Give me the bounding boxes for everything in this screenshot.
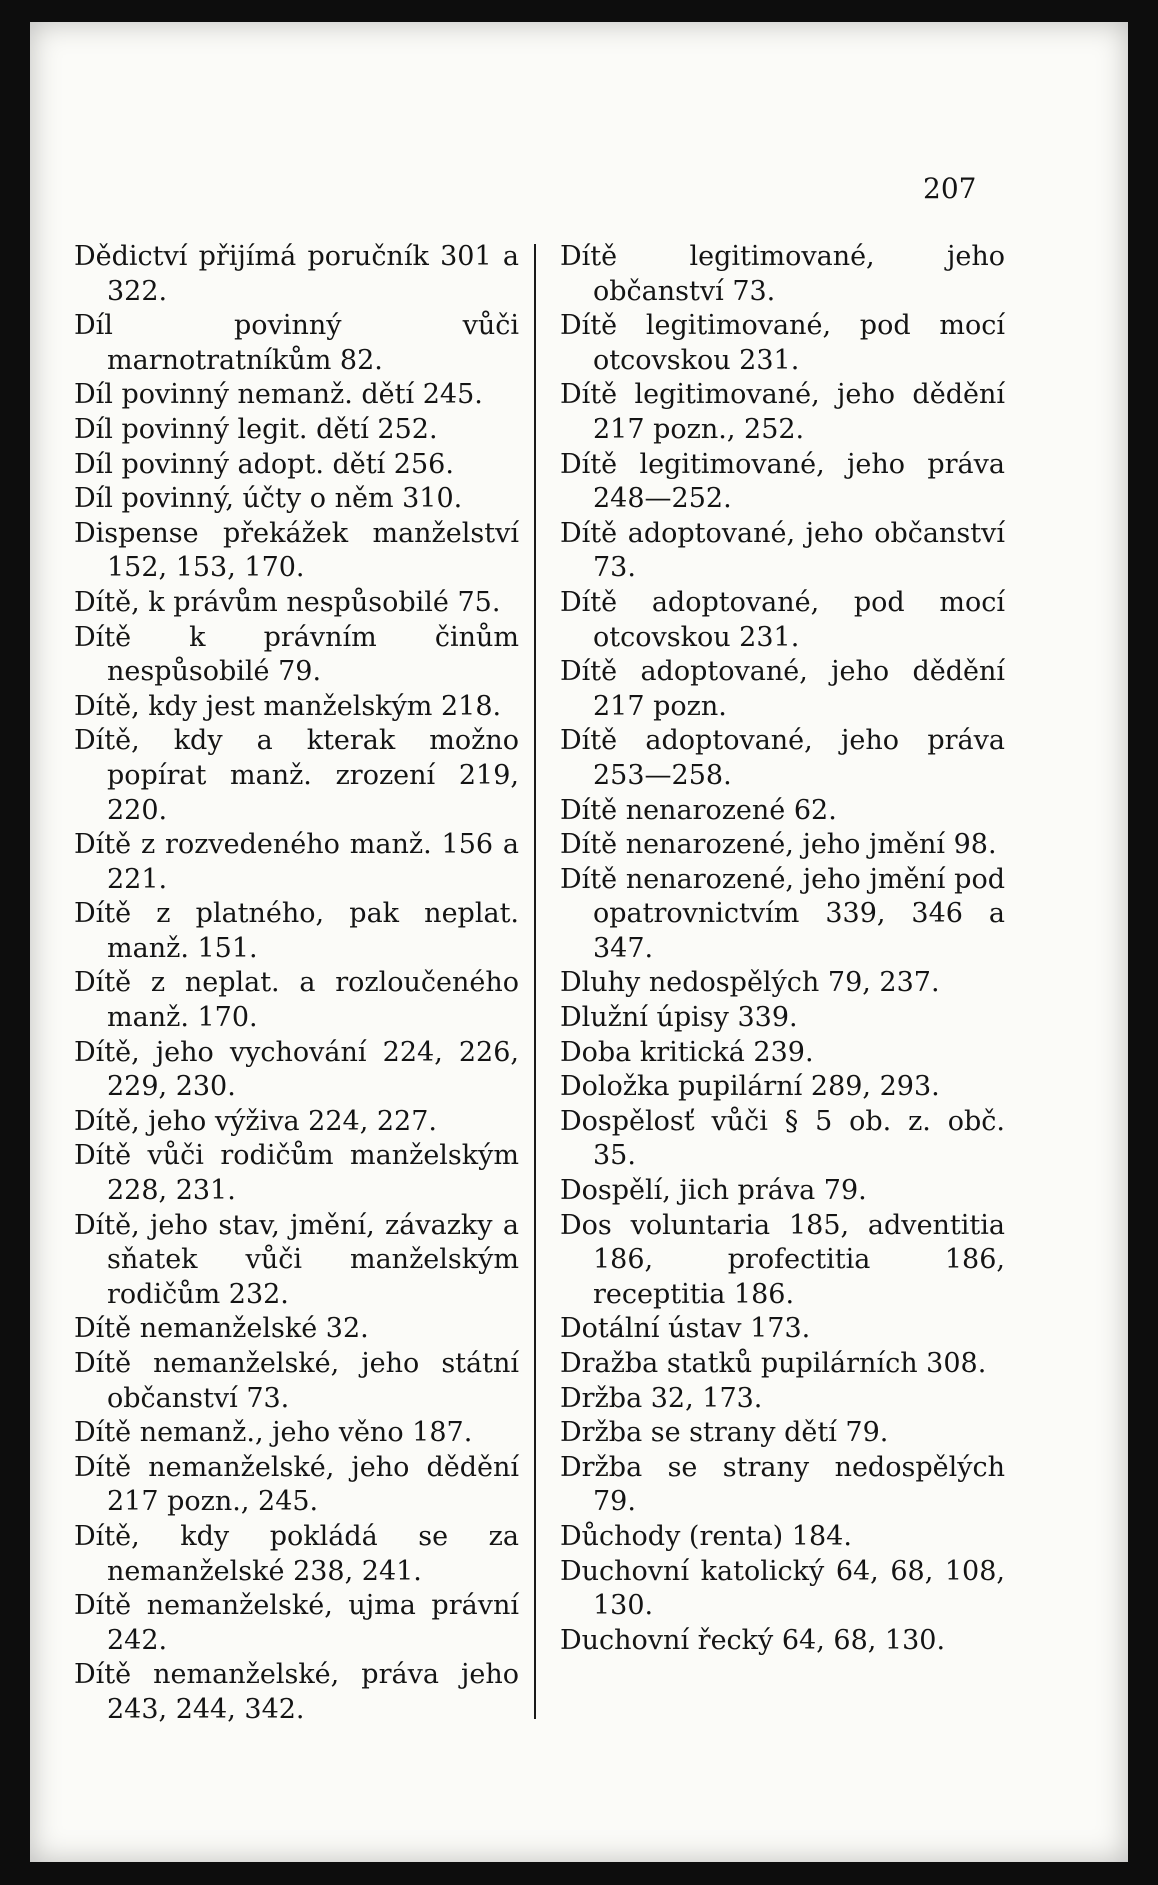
index-entry: Doba kritická 239.	[560, 1036, 814, 1068]
index-entry: Dítě nenarozené 62.	[560, 794, 837, 826]
index-entry: Dítě z neplat. a rozloučeného manž. 170.	[74, 967, 519, 1034]
index-entry: Dítě legitimované, jeho občanství 73.	[560, 241, 1005, 307]
index-entry: Dítě k právním činům nespůsobilé 79.	[74, 621, 519, 688]
index-entry: Dítě legitimované, pod mocí otcovskou 231.	[560, 310, 1005, 376]
index-entry: Díl povinný adopt. dětí 256.	[74, 448, 454, 480]
index-entry: Duchovní řecký 64, 68, 130.	[560, 1624, 946, 1656]
index-entry: Držba 32, 173.	[560, 1382, 763, 1414]
index-entry: Dítě legitimované, jeho dědění 217 pozn., 252.	[560, 379, 1005, 445]
index-entry: Díl povinný vůči marnotratníkům 82.	[74, 310, 519, 376]
index-entry: Dítě adoptované, jeho dědění 217 pozn.	[560, 656, 1005, 722]
index-entry: Dítě nemanželské 32.	[74, 1313, 369, 1345]
index-entry: Dítě nenarozené, jeho jmění pod opatrovnictvím 339, 346 a 347.	[560, 863, 1005, 964]
index-entry: Díl povinný legit. dětí 252.	[74, 413, 438, 445]
index-entry: Dítě nemanželské, jeho státní občanství 73.	[74, 1348, 519, 1414]
book-page	[30, 22, 1128, 1862]
index-entry: Duchovní katolický 64, 68, 108, 130.	[560, 1555, 1005, 1622]
index-entry: Dítě nemanželské, jeho dědění 217 pozn., 245.	[74, 1451, 519, 1518]
index-entry: Dítě, kdy a kterak možno popírat manž. zrození 219, 220.	[74, 725, 519, 826]
index-entry: Dítě, kdy pokládá se za nemanželské 238, 241.	[74, 1520, 519, 1587]
index-entry: Dítě z rozvedeného manž. 156 a 221.	[74, 829, 519, 895]
index-entry: Díl povinný nemanž. dětí 245.	[74, 379, 483, 411]
index-entry: Dítě nemanželské, ujma právní 242.	[74, 1590, 519, 1656]
index-entry: Dědictví přijímá poručník 301 a 322.	[74, 241, 519, 307]
index-entry: Dítě adoptované, jeho práva 253—258.	[560, 725, 1005, 791]
index-column-left	[74, 240, 519, 1728]
index-entry: Dítě nemanž., jeho věno 187.	[74, 1417, 473, 1449]
index-entry: Dítě adoptované, jeho občanství 73.	[560, 517, 1005, 584]
index-entry: Držba se strany dětí 79.	[560, 1417, 889, 1449]
index-entry: Dítě nenarozené, jeho jmění 98.	[560, 829, 997, 861]
index-entry: Dospělí, jich práva 79.	[560, 1175, 867, 1207]
index-entry: Dítě z platného, pak neplat. manž. 151.	[74, 898, 519, 964]
page-number: 207	[923, 172, 977, 205]
index-column-right	[560, 240, 1005, 1658]
index-entry: Důchody (renta) 184.	[560, 1520, 852, 1552]
index-entry: Dítě, jeho výživa 224, 227.	[74, 1105, 437, 1137]
index-entry: Dos voluntaria 185, adventitia 186, profectitia 186, receptitia 186.	[560, 1209, 1005, 1310]
index-entry: Dítě, kdy jest manželským 218.	[74, 690, 502, 722]
index-entry: Dospělosť vůči § 5 ob. z. obč. 35.	[560, 1105, 1005, 1172]
index-entry: Dítě vůči rodičům manželským 228, 231.	[74, 1140, 519, 1207]
index-entry: Dispense překážek manželství 152, 153, 170.	[74, 517, 519, 584]
index-entry: Dotální ústav 173.	[560, 1313, 811, 1345]
index-entry: Dítě, jeho vychování 224, 226, 229, 230.	[74, 1036, 519, 1103]
index-entry: Dítě adoptované, pod mocí otcovskou 231.	[560, 586, 1005, 653]
index-entry: Dítě, k právům nespůsobilé 75.	[74, 586, 501, 618]
index-entry: Dítě, jeho stav, jmění, závazky a sňatek vůči manželským rodičům 232.	[74, 1209, 519, 1310]
index-entry: Dítě nemanželské, práva jeho 243, 244, 342.	[74, 1659, 519, 1725]
index-entry: Dlužní úpisy 339.	[560, 1002, 798, 1034]
index-entry: Dražba statků pupilárních 308.	[560, 1348, 987, 1379]
index-entry: Dítě legitimované, jeho práva 248—252.	[560, 448, 1005, 515]
index-entry: Držba se strany nedospělých 79.	[560, 1451, 1005, 1518]
index-entry: Díl povinný, účty o něm 310.	[74, 483, 463, 515]
index-entry: Dluhy nedospělých 79, 237.	[560, 967, 940, 999]
column-divider	[534, 244, 536, 1719]
index-entry: Doložka pupilární 289, 293.	[560, 1071, 940, 1103]
